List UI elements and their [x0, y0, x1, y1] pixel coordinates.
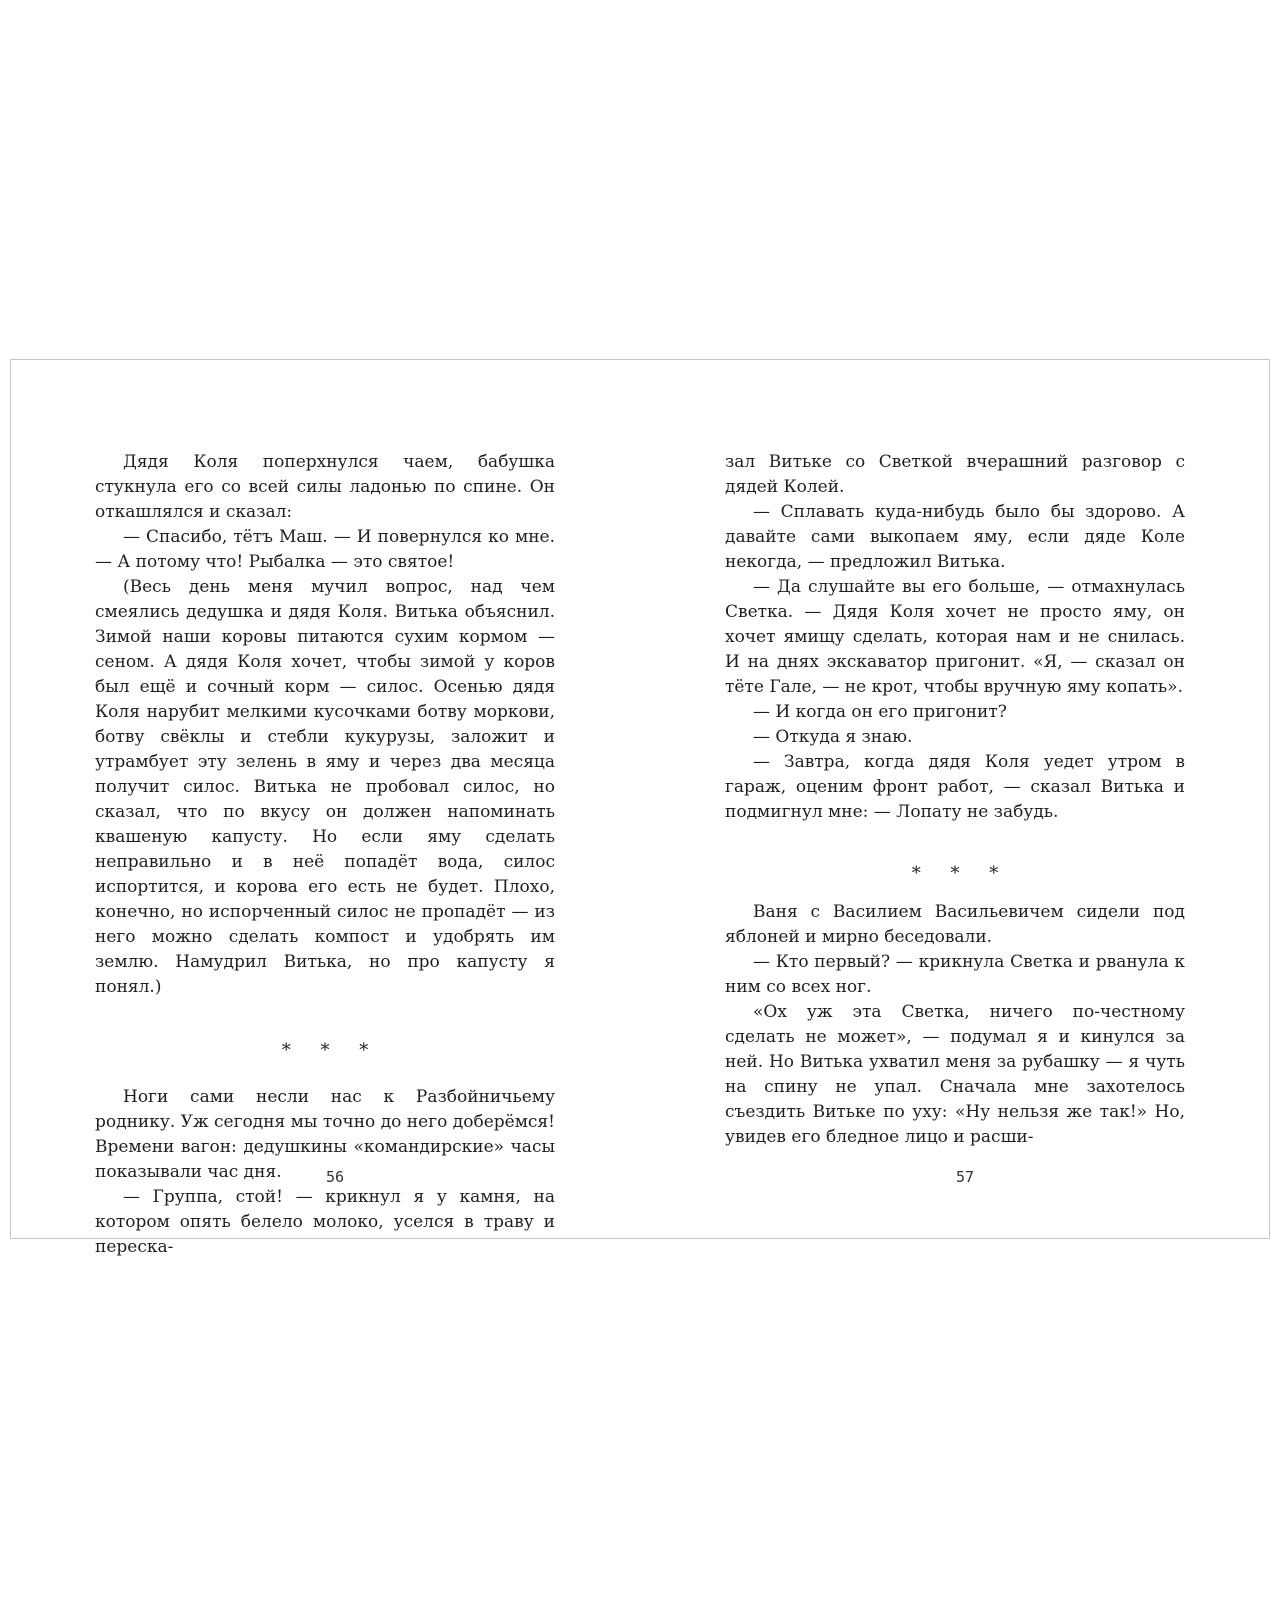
- page-number-right: 57: [955, 1168, 975, 1186]
- left-paragraph: Ноги сами несли нас к Разбойничьему роднику. Уж сегодня мы точно до него доберёмся! Времени вагон: дедушкины «командирские» часы показывали час дня.: [95, 1087, 555, 1182]
- left-paragraph: (Весь день меня мучил вопрос, над чем смеялись дедушка и дядя Коля. Витька объяснил. Зимой наши коровы питаются сухим кормом — сеном. А дядя Коля хочет, чтобы зимой у коров был ещё и сочный корм — силос. Осенью дядя Коля нарубит мелкими кусочками ботву моркови, ботву свёклы и стебли кукурузы, заложит и утрамбует эту зелень в яму и через два месяца получит силос. Витька не пробовал силос, но сказал, что по вкусу он должен напоминать квашеную капусту. Но если яму сделать неправильно и в неё попадёт вода, силос испортится, и корова его есть не будет. Плохо, конечно, но испорченный силос не пропадёт — из него можно сделать компост и удобрять им землю. Намудрил Витька, но про капусту я понял.): [95, 577, 555, 997]
- section-divider: * * *: [281, 1040, 381, 1061]
- right-paragraph: Ваня с Василием Васильевичем сидели под яблоней и мирно беседовали.: [725, 902, 1185, 947]
- right-paragraph: — Да слушайте вы его больше, — отмахнулась Светка. — Дядя Коля хочет не просто яму, он хочет ямищу сделать, которая нам и не снилась. И на днях экскаватор пригонит. «Я, — сказал он тёте Гале, — не крот, чтобы вручную яму копать».: [725, 577, 1185, 697]
- right-paragraph: — Откуда я знаю.: [753, 727, 913, 747]
- left-paragraph: Дядя Коля поперхнулся чаем, бабушка стукнула его со всей силы ладонью по спине. Он откашлялся и сказал:: [95, 452, 555, 522]
- book-spread: [10, 359, 1270, 1257]
- right-paragraph: — Завтра, когда дядя Коля уедет утром в гараж, оценим фронт работ, — сказал Витька и подмигнул мне: — Лопату не забудь.: [725, 752, 1185, 822]
- page-number-left: 56: [325, 1168, 345, 1186]
- right-paragraph: «Ох уж эта Светка, ничего по-честному сделать не может», — подумал я и кинулся за ней. Но Витька ухватил меня за рубашку — я чуть на спину не упал. Сначала мне захотелось съездить Витьке по уху: «Ну нельзя же так!» Но, увидев его бледное лицо и расши-: [725, 1002, 1185, 1147]
- left-paragraph: — Спасибо, тётъ Маш. — И повернулся ко мне. — А потому что! Рыбалка — это святое!: [95, 527, 555, 572]
- right-paragraph: — Кто первый? — крикнула Светка и рванула к ним со всех ног.: [725, 952, 1185, 997]
- left-page: [95, 450, 555, 1260]
- left-paragraph: — Группа, стой! — крикнул я у камня, на котором опять белело молоко, уселся в траву и переска-: [95, 1187, 555, 1257]
- section-divider: * * *: [911, 863, 1011, 884]
- right-continuation-line: зал Витьке со Светкой вчерашний разговор с дядей Колей.: [725, 452, 1185, 497]
- right-paragraph: — Сплавать куда-нибудь было бы здорово. А давайте сами выкопаем яму, если дяде Коле некогда, — предложил Витька.: [725, 502, 1185, 572]
- right-paragraph: — И когда он его пригонит?: [753, 702, 1007, 722]
- right-page: [725, 450, 1185, 1150]
